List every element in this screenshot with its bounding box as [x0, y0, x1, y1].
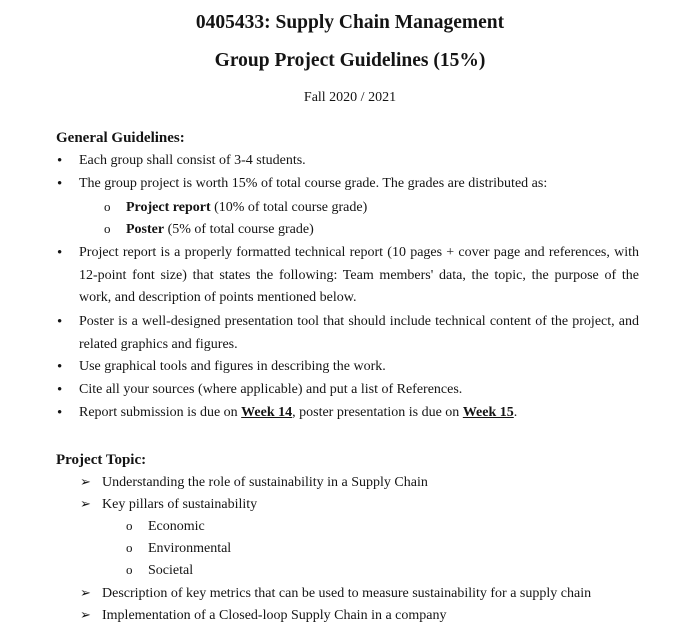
document-title: Group Project Guidelines (15%) [214, 50, 486, 71]
deadline-middle: , poster presentation is due on [292, 405, 463, 420]
report-due-week: Week 14 [241, 405, 293, 420]
guideline-citations: • Cite all your sources (where applicable) and put a list of References. [79, 379, 639, 402]
course-title: 0405433: Supply Chain Management [195, 12, 505, 33]
grade-item-report [126, 197, 367, 219]
grade-item-poster-weight: (5% of total course grade) [164, 222, 314, 237]
guideline-graphics: • Use graphical tools and figures in describing the work. [79, 356, 639, 379]
guideline-grade-weight: • The group project is worth 15% of total course grade. The grades are distributed as: [79, 173, 639, 196]
guideline-poster: • Poster is a well-designed presentation tool that should include technical content of the project, and related graphics and figures. [79, 311, 639, 356]
project-topic-heading: Project Topic: [56, 452, 147, 468]
term-label: Fall 2020 / 2021 [303, 90, 397, 105]
grade-item-report-weight: (10% of total course grade) [210, 200, 368, 215]
pillar-societal: o Societal [148, 560, 193, 582]
pillar-environmental: o Environmental [148, 538, 231, 560]
topic-item-pillars: ➢ Key pillars of sustainability [102, 494, 257, 516]
poster-due-week: Week 15 [462, 405, 514, 420]
topic-item-role: ➢ Understanding the role of sustainability in a Supply Chain [102, 472, 428, 494]
grade-item-report-label: Project report [126, 200, 211, 215]
deadline-prefix: Report submission is due on [79, 405, 242, 420]
guideline-report-format: • Project report is a properly formatted technical report (10 pages + cover page and references, with 12-point font size) that states the following: Team members' data, the topic, the purpose of the work, and description of points mentioned below. [79, 242, 639, 310]
deadline-end: . [513, 405, 518, 420]
guideline-deadlines [79, 402, 639, 425]
grade-item-poster-label: Poster [126, 222, 165, 237]
grade-item-poster [126, 219, 314, 241]
general-guidelines-heading: General Guidelines: [56, 130, 185, 146]
topic-item-closed-loop: ➢ Implementation of a Closed-loop Supply Chain in a company [102, 605, 447, 627]
pillar-economic: o Economic [148, 516, 205, 538]
topic-item-metrics: ➢ Description of key metrics that can be used to measure sustainability for a supply chain [102, 583, 591, 605]
guideline-group-size: • Each group shall consist of 3-4 students. [79, 150, 639, 173]
